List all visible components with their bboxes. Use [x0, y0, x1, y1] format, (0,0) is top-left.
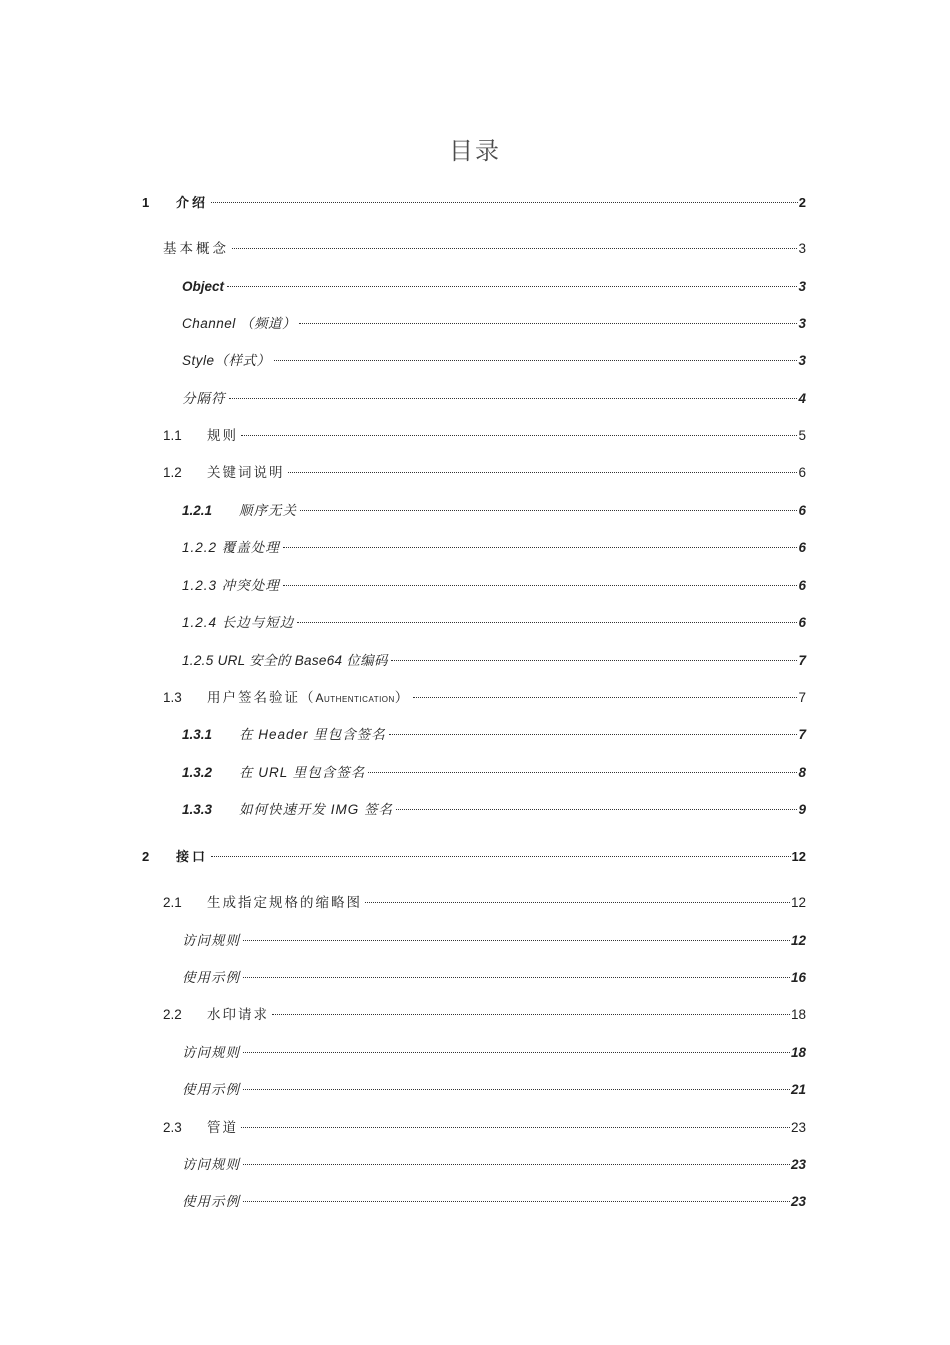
page-title: 目录 — [449, 137, 501, 165]
toc-entry-number: 1.3 — [163, 690, 182, 705]
toc-entry-1-2-3[interactable] — [182, 575, 806, 597]
toc-entry-style[interactable] — [182, 350, 806, 372]
toc-entry-label — [207, 687, 410, 709]
toc-entry-1-1[interactable] — [163, 425, 806, 447]
toc-entry-page: 6 — [798, 503, 806, 518]
toc-entry-label: 使用示例 — [182, 1082, 240, 1097]
toc-entry-label: 在 Header 里包含签名 — [239, 727, 386, 742]
dot-leader — [288, 472, 798, 473]
dot-leader — [299, 323, 797, 324]
toc-entry-page: 3 — [798, 316, 806, 331]
toc-entry-1-2-5[interactable] — [182, 650, 806, 672]
dot-leader — [243, 1201, 790, 1202]
toc-entry-1-3[interactable] — [163, 687, 806, 709]
toc-entry-2-1-access-rules[interactable] — [182, 930, 806, 952]
toc-entry-2-1[interactable] — [163, 892, 806, 914]
toc-entry-label: 访问规则 — [182, 1045, 240, 1060]
toc-entry-page: 3 — [798, 353, 806, 368]
dot-leader — [241, 1127, 790, 1128]
toc-entry-1-2-1[interactable] — [182, 500, 806, 522]
toc-entry-number: 2.3 — [163, 1120, 182, 1135]
toc-entry-label: 管道 — [207, 1120, 238, 1135]
toc-entry-page: 23 — [790, 1194, 806, 1209]
dot-leader — [229, 398, 798, 399]
toc-entry-page: 16 — [790, 970, 806, 985]
toc-entry-label: 接口 — [176, 849, 209, 864]
toc-entry-page: 18 — [790, 1007, 806, 1022]
toc-entry-number: 1.3.3 — [182, 802, 213, 817]
toc-entry-page: 7 — [798, 653, 806, 668]
toc-entry-label: Channel （频道） — [182, 316, 297, 331]
toc-entry-2-3-examples[interactable] — [182, 1191, 806, 1213]
toc-entry-page: 12 — [790, 933, 806, 948]
toc-entry-label: 介绍 — [176, 195, 209, 210]
toc-entry-page: 12 — [791, 849, 806, 864]
dot-leader — [391, 660, 798, 661]
dot-leader — [243, 940, 790, 941]
toc-entry-page: 8 — [798, 765, 806, 780]
toc-entry-label-smallcaps: Authentication — [315, 691, 395, 705]
dot-leader — [368, 772, 797, 773]
dot-leader — [272, 1014, 790, 1015]
dot-leader — [396, 809, 797, 810]
dot-leader — [283, 547, 798, 548]
dot-leader — [241, 435, 797, 436]
dot-leader — [243, 1052, 790, 1053]
toc-entry-2-2-access-rules[interactable] — [182, 1042, 806, 1064]
toc-entry-label: 水印请求 — [207, 1007, 269, 1022]
toc-entry-label: 访问规则 — [182, 933, 240, 948]
dot-leader — [243, 977, 790, 978]
toc-entry-1-2[interactable] — [163, 462, 806, 484]
dot-leader — [413, 697, 797, 698]
toc-entry-page: 7 — [798, 727, 806, 742]
toc-entry-page: 3 — [798, 241, 806, 256]
dot-leader — [300, 510, 797, 511]
toc-entry-page: 23 — [790, 1157, 806, 1172]
dot-leader — [243, 1089, 790, 1090]
toc-entry-label: Object — [182, 279, 225, 294]
toc-entry-1-2-4[interactable] — [182, 612, 806, 634]
toc-entry-label: Style（样式） — [182, 353, 271, 368]
toc-entry-page: 3 — [798, 279, 806, 294]
toc-entry-1-3-2[interactable] — [182, 762, 806, 784]
toc-entry-label: 规则 — [207, 428, 238, 443]
toc-entry-label: 关键词说明 — [207, 465, 285, 480]
toc-entry-page: 4 — [798, 391, 806, 406]
dot-leader — [243, 1164, 790, 1165]
toc-entry-number: 1.3.1 — [182, 727, 213, 742]
toc-entry-label: 分隔符 — [182, 391, 226, 406]
toc-entry-channel[interactable] — [182, 313, 806, 335]
toc-entry-page: 5 — [798, 428, 806, 443]
toc-entry-label: 访问规则 — [182, 1157, 240, 1172]
toc-entry-number: 2.2 — [163, 1007, 182, 1022]
toc-entry-label: 1.2.3 冲突处理 — [182, 578, 280, 593]
dot-leader — [365, 902, 790, 903]
toc-entry-separator[interactable] — [182, 388, 806, 410]
toc-entry-page: 6 — [798, 540, 806, 555]
toc-entry-page: 18 — [790, 1045, 806, 1060]
toc-entry-page: 7 — [798, 690, 806, 705]
toc-entry-number: 1.3.2 — [182, 765, 213, 780]
toc-entry-2-2-examples[interactable] — [182, 1079, 806, 1101]
toc-entry-number: 2.1 — [163, 895, 182, 910]
dot-leader — [232, 248, 797, 249]
toc-entry-basic-concepts[interactable] — [163, 238, 806, 260]
toc-entry-2-2[interactable] — [163, 1004, 806, 1026]
toc-entry-label: 基本概念 — [163, 241, 229, 256]
toc-entry-label: 1.2.4 长边与短边 — [182, 615, 295, 630]
toc-entry-2-3[interactable] — [163, 1117, 806, 1139]
toc-entry-object[interactable] — [182, 276, 806, 298]
toc-entry-label: 如何快速开发 IMG 签名 — [239, 802, 393, 817]
dot-leader — [283, 585, 798, 586]
dot-leader — [211, 202, 798, 203]
toc-entry-number: 1.2.1 — [182, 503, 213, 518]
toc-entry-label: 生成指定规格的缩略图 — [207, 895, 362, 910]
toc-entry-page: 6 — [798, 465, 806, 480]
toc-entry-page: 6 — [798, 578, 806, 593]
dot-leader — [274, 360, 798, 361]
toc-entry-label: 1.2.2 覆盖处理 — [182, 540, 280, 555]
toc-entry-page: 12 — [790, 895, 806, 910]
toc-entry-1-3-1[interactable] — [182, 724, 806, 746]
toc-entry-page: 6 — [798, 615, 806, 630]
toc-entry-chapter-1[interactable] — [142, 192, 806, 214]
toc-entry-1-3-3[interactable] — [182, 799, 806, 821]
toc-entry-number: 1 — [142, 195, 150, 210]
toc-entry-label: 使用示例 — [182, 1194, 240, 1209]
dot-leader — [211, 856, 791, 857]
toc-entry-label: 顺序无关 — [239, 503, 297, 518]
toc-entry-label: 1.2.5 URL 安全的 Base64 位编码 — [182, 653, 388, 668]
toc-entry-number: 2 — [142, 849, 150, 864]
toc-entry-page: 2 — [798, 195, 806, 210]
toc-entry-1-2-2[interactable] — [182, 537, 806, 559]
toc-entry-number: 1.2 — [163, 465, 182, 480]
toc-entry-number: 1.1 — [163, 428, 182, 443]
toc-entry-page: 9 — [798, 802, 806, 817]
toc-entry-page: 21 — [790, 1082, 806, 1097]
toc-entry-2-3-access-rules[interactable] — [182, 1154, 806, 1176]
dot-leader — [227, 286, 797, 287]
toc-entry-label: 在 URL 里包含签名 — [239, 765, 366, 780]
toc-entry-page: 23 — [790, 1120, 806, 1135]
toc-entry-chapter-2[interactable] — [142, 846, 806, 868]
dot-leader — [297, 622, 797, 623]
toc-entry-label-suffix: ） — [394, 690, 411, 705]
toc-entry-2-1-examples[interactable] — [182, 967, 806, 989]
dot-leader — [389, 734, 798, 735]
toc-entry-label: 使用示例 — [182, 970, 240, 985]
toc-entry-label-prefix: 用户签名验证（ — [207, 690, 316, 705]
